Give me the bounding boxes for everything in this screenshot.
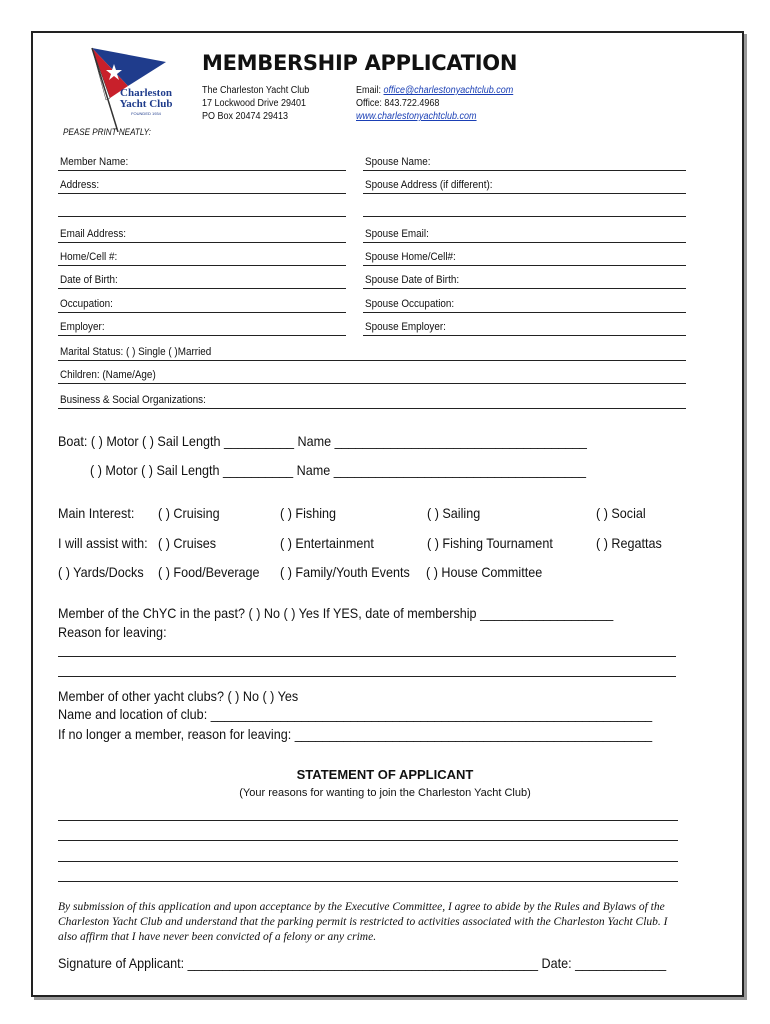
home-cell-field[interactable]	[58, 243, 346, 266]
email-link[interactable]: office@charlestonyachtclub.com	[383, 85, 514, 96]
interest-cruising-option[interactable]: ( ) Cruising	[158, 505, 220, 521]
logo-founded: FOUNDED 1934	[131, 111, 161, 116]
print-note: PEASE PRINT NEATLY:	[63, 127, 151, 137]
statement-subtitle: (Your reasons for wanting to join the Charleston Yacht Club)	[239, 787, 531, 799]
field-label: Date of Birth:	[60, 274, 118, 286]
club-po-box: PO Box 20474 29413	[202, 111, 289, 122]
legal-agreement-text: By submission of this application and upon acceptance by the Executive Committee, I agree to abide by the Rules and Bylaws of the Charleston Yacht Club and understand that the parking permit is restricted to activities associated with the Charleston Yacht Club. I also affirm that I have never been convicted of a felony or any crime.	[58, 901, 668, 943]
interest-sailing-option[interactable]: ( ) Sailing	[427, 505, 481, 521]
employer-field[interactable]	[58, 313, 346, 336]
field-label: Marital Status: ( ) Single ( )Married	[60, 346, 212, 358]
field-label: Spouse Address (if different):	[365, 179, 493, 191]
statement-title: STATEMENT OF APPLICANT	[296, 767, 474, 782]
spouse-email-field[interactable]	[363, 220, 686, 243]
page-title: MEMBERSHIP APPLICATION	[202, 51, 518, 75]
spouse-employer-field[interactable]	[363, 313, 686, 336]
assist-entertainment-option[interactable]: ( ) Entertainment	[280, 535, 374, 551]
field-label: Children: (Name/Age)	[60, 369, 156, 381]
statement-line-4[interactable]	[58, 881, 678, 882]
field-label: Member Name:	[60, 156, 129, 168]
email-label: Email:	[356, 85, 382, 96]
field-label: Address:	[60, 179, 100, 191]
occupation-field[interactable]	[58, 290, 346, 313]
interest-social-option[interactable]: ( ) Social	[596, 505, 646, 521]
assist-label: I will assist with:	[58, 535, 148, 551]
field-label: Spouse Employer:	[365, 321, 446, 333]
spouse-date-of-birth-field[interactable]	[363, 266, 686, 289]
field-label: Email Address:	[60, 228, 127, 240]
assist-regattas-option[interactable]: ( ) Regattas	[596, 535, 662, 551]
club-name-location-field[interactable]: Name and location of club: _______________________________________________________________	[58, 706, 653, 722]
other-clubs-question[interactable]: Member of other yacht clubs? ( ) No ( ) Yes	[58, 688, 299, 704]
logo-line2: Yacht Club	[119, 98, 173, 110]
contact-email-row	[356, 84, 513, 97]
club-burgee-logo	[88, 46, 184, 132]
signature-field[interactable]	[58, 955, 666, 971]
field-label: Spouse Date of Birth:	[365, 274, 460, 286]
main-interest-label: Main Interest:	[58, 505, 135, 521]
assist-house-committee-option[interactable]: ( ) House Committee	[426, 564, 543, 580]
interest-fishing-option[interactable]: ( ) Fishing	[280, 505, 337, 521]
assist-food-beverage-option[interactable]: ( ) Food/Beverage	[158, 564, 260, 580]
date-of-birth-field[interactable]	[58, 266, 346, 289]
contact-office: Office: 843.722.4968	[356, 98, 440, 109]
field-label: Home/Cell #:	[60, 251, 118, 263]
past-member-question[interactable]: Member of the ChYC in the past? ( ) No ( ) Yes If YES, date of membership ___________________	[58, 605, 614, 621]
field-label: Spouse Name:	[365, 156, 431, 168]
statement-line-3[interactable]	[58, 861, 678, 862]
statement-line-1[interactable]	[58, 820, 678, 821]
club-name: The Charleston Yacht Club	[202, 85, 310, 96]
field-label: Spouse Occupation:	[365, 298, 455, 310]
organizations-field[interactable]	[58, 386, 686, 409]
reason-for-leaving-label: Reason for leaving:	[58, 624, 167, 640]
signature-label: Signature of Applicant: __________________________________________________	[58, 955, 538, 971]
date-field[interactable]: Date: _____________	[541, 955, 667, 971]
email-address-field[interactable]	[58, 220, 346, 243]
logo-line1: Charleston	[120, 87, 172, 99]
address-line-2[interactable]	[58, 216, 346, 217]
no-longer-member-field[interactable]: If no longer a member, reason for leaving: ___________________________________________________	[58, 726, 653, 742]
marital-status-field[interactable]	[58, 338, 686, 361]
assist-fishing-tournament-option[interactable]: ( ) Fishing Tournament	[427, 535, 553, 551]
field-label: Business & Social Organizations:	[60, 394, 206, 406]
assist-yards-docks-option[interactable]: ( ) Yards/Docks	[58, 564, 144, 580]
field-label: Employer:	[60, 321, 105, 333]
spouse-address-field[interactable]	[363, 171, 686, 194]
field-label: Spouse Email:	[365, 228, 429, 240]
spouse-name-field[interactable]	[363, 148, 686, 171]
reason-line-2[interactable]	[58, 676, 676, 677]
field-label: Spouse Home/Cell#:	[365, 251, 456, 263]
spouse-occupation-field[interactable]	[363, 290, 686, 313]
website-link[interactable]: www.charlestonyachtclub.com	[356, 111, 477, 122]
children-field[interactable]	[58, 361, 686, 384]
spouse-address-line-2[interactable]	[363, 216, 686, 217]
field-label: Occupation:	[60, 298, 113, 310]
address-field[interactable]	[58, 171, 346, 194]
boat-row-2[interactable]: ( ) Motor ( ) Sail Length __________ Name ____________________________________	[90, 462, 587, 478]
assist-cruises-option[interactable]: ( ) Cruises	[158, 535, 217, 551]
reason-line-1[interactable]	[58, 656, 676, 657]
contact-website-row	[356, 110, 477, 123]
boat-row-1[interactable]: Boat: ( ) Motor ( ) Sail Length __________ Name ____________________________________	[58, 433, 587, 449]
club-street: 17 Lockwood Drive 29401	[202, 98, 307, 109]
statement-line-2[interactable]	[58, 840, 678, 841]
assist-family-youth-option[interactable]: ( ) Family/Youth Events	[280, 564, 410, 580]
member-name-field[interactable]	[58, 148, 346, 171]
spouse-home-cell-field[interactable]	[363, 243, 686, 266]
